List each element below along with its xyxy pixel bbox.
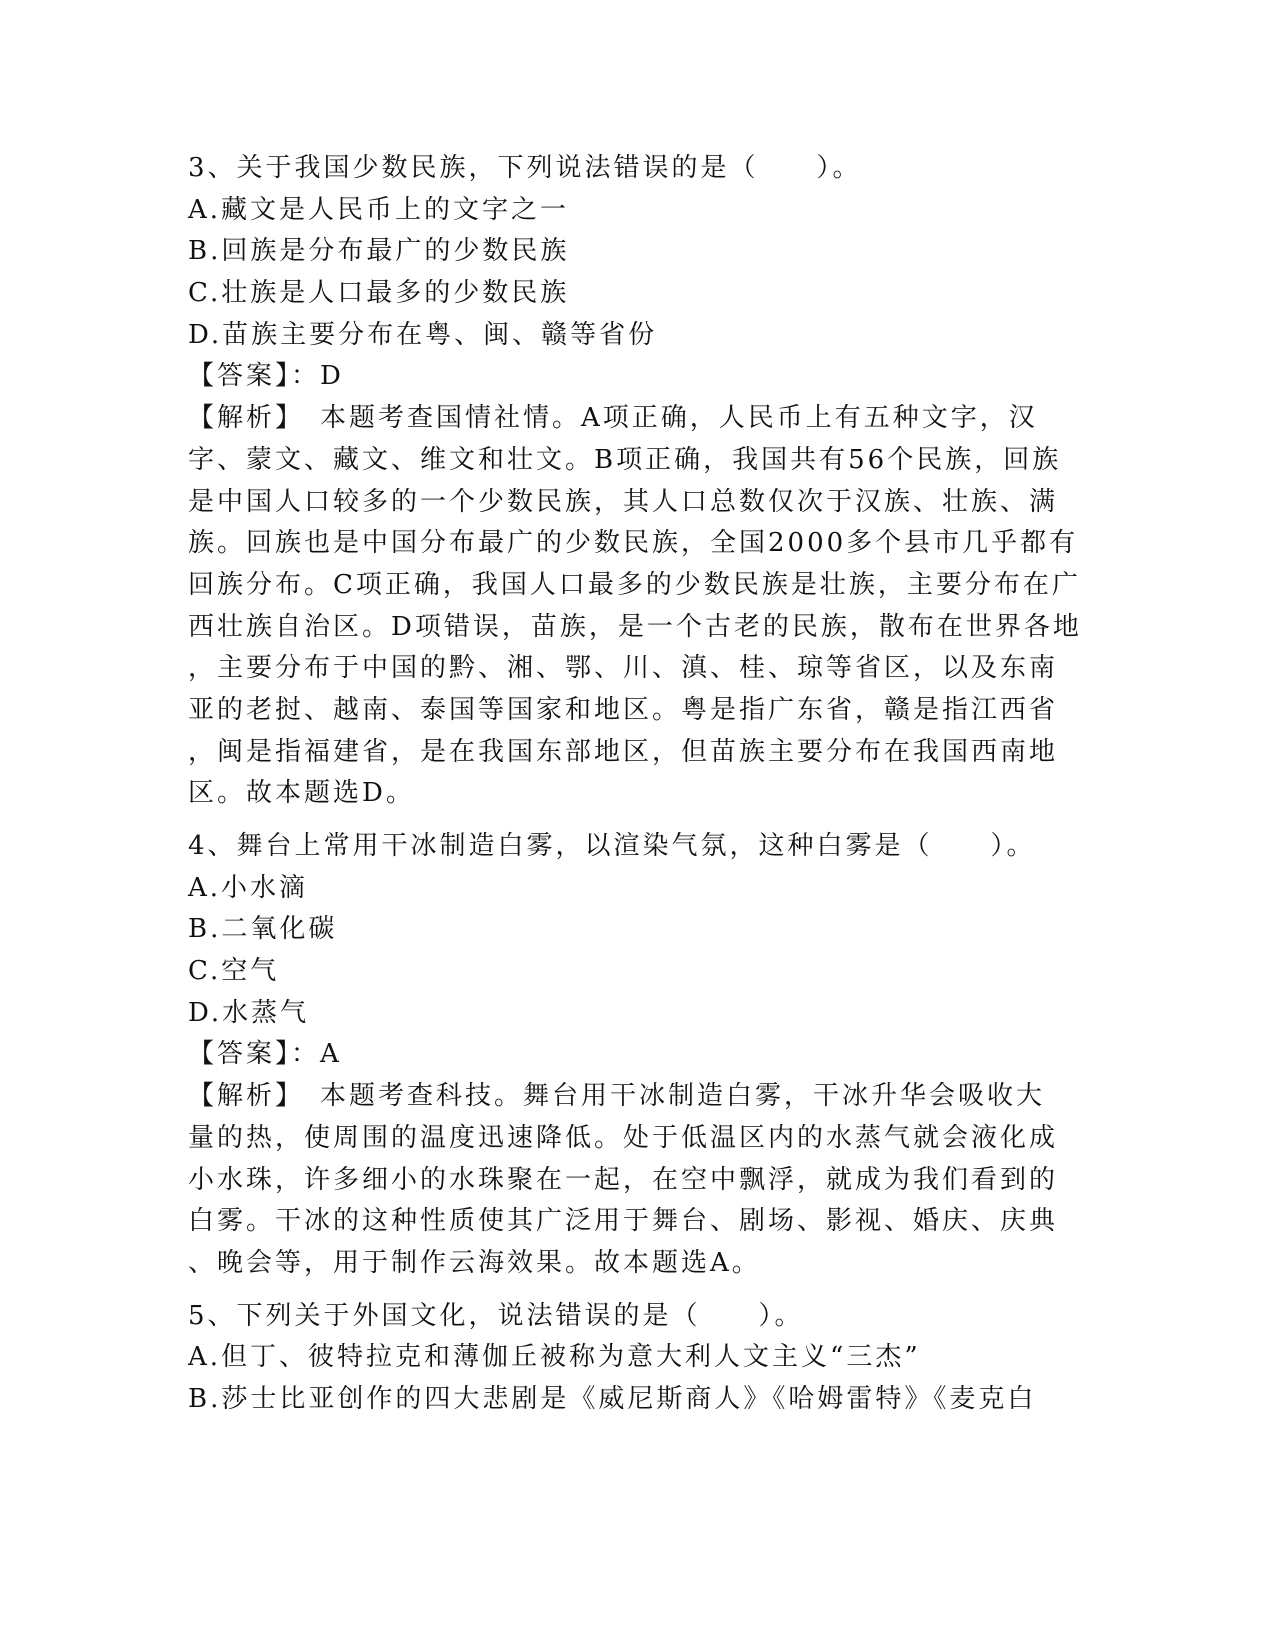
option-d: D.水蒸气 xyxy=(188,997,310,1028)
question-stem: 4、舞台上常用干冰制造白雾，以渲染气氛，这种白雾是（ ）。 xyxy=(188,831,1036,861)
option-c: C.空气 xyxy=(188,956,280,987)
analysis-line: 量的热，使周围的温度迅速降低。处于低温区内的水蒸气就会液化成 xyxy=(188,1122,1059,1153)
analysis-line: 区。故本题选D。 xyxy=(188,778,415,809)
option-b: B.二氧化碳 xyxy=(188,914,338,945)
question-stem: 3、关于我国少数民族，下列说法错误的是（ ）。 xyxy=(188,153,862,183)
option-a: A.但丁、彼特拉克和薄伽丘被称为意大利人文主义“三杰” xyxy=(188,1342,921,1373)
analysis-line: ，主要分布于中国的黔、湘、鄂、川、滇、桂、琼等省区，以及东南 xyxy=(188,653,1059,684)
analysis-line: 字、蒙文、藏文、维文和壮文。B项正确，我国共有56个民族，回族 xyxy=(188,444,1062,475)
analysis-line: 白雾。干冰的这种性质使其广泛用于舞台、剧场、影视、婚庆、庆典 xyxy=(188,1206,1059,1237)
analysis-line: 亚的老挝、越南、泰国等国家和地区。粤是指广东省，赣是指江西省 xyxy=(188,694,1059,725)
question-spacer xyxy=(188,815,1088,826)
document-body xyxy=(188,148,1088,1421)
option-c: C.壮族是人口最多的少数民族 xyxy=(188,278,570,309)
analysis-line: 西壮族自治区。D项错误，苗族，是一个古老的民族，散布在世界各地 xyxy=(188,611,1082,642)
analysis-line: 【解析】 本题考查国情社情。A项正确，人民币上有五种文字，汉 xyxy=(188,403,1038,434)
answer: 【答案】：A xyxy=(188,1039,342,1070)
option-b: B.莎士比亚创作的四大悲剧是《威尼斯商人》《哈姆雷特》《麦克白 xyxy=(188,1383,1037,1414)
analysis-line: 是中国人口较多的一个少数民族，其人口总数仅次于汉族、壮族、满 xyxy=(188,486,1059,517)
question-3 xyxy=(188,148,1088,815)
option-a: A.藏文是人民币上的文字之一 xyxy=(188,194,570,225)
question-stem: 5、下列关于外国文化，说法错误的是（ ）。 xyxy=(188,1300,804,1331)
answer: 【答案】：D xyxy=(188,361,344,392)
question-4 xyxy=(188,826,1088,1285)
analysis-line: 、晚会等，用于制作云海效果。故本题选A。 xyxy=(188,1247,761,1278)
analysis-line: 族。回族也是中国分布最广的少数民族，全国2000多个县市几乎都有 xyxy=(188,528,1079,559)
question-5 xyxy=(188,1296,1088,1421)
question-spacer xyxy=(188,1285,1088,1296)
option-d: D.苗族主要分布在粤、闽、赣等省份 xyxy=(188,319,658,350)
option-b: B.回族是分布最广的少数民族 xyxy=(188,236,570,267)
analysis-line: 小水珠，许多细小的水珠聚在一起，在空中飘浮，就成为我们看到的 xyxy=(188,1164,1059,1195)
analysis-line: ，闽是指福建省，是在我国东部地区，但苗族主要分布在我国西南地 xyxy=(188,736,1059,767)
option-a: A.小水滴 xyxy=(188,872,309,903)
analysis-line: 【解析】 本题考查科技。舞台用干冰制造白雾，干冰升华会吸收大 xyxy=(188,1081,1046,1112)
analysis-line: 回族分布。C项正确，我国人口最多的少数民族是壮族，主要分布在广 xyxy=(188,569,1081,600)
